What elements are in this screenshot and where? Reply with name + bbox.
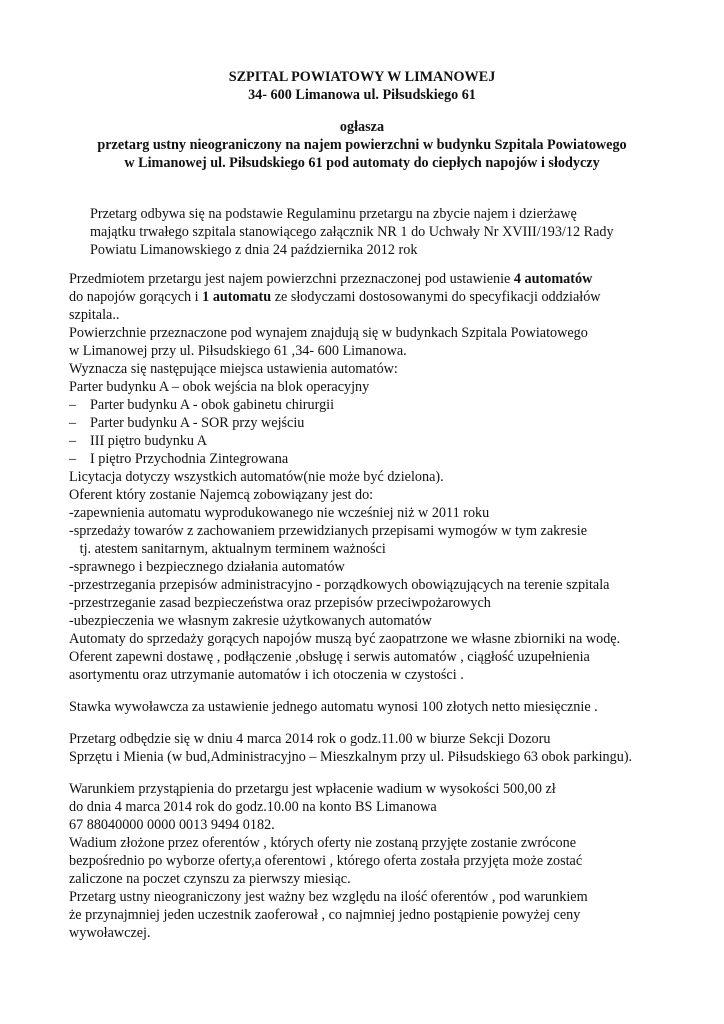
deposit-line: Przetarg ustny nieograniczony jest ważny bez względu na ilość oferentów , pod warunkiem <box>69 889 588 905</box>
list-item: Parter budynku A - SOR przy wejściu <box>90 415 305 431</box>
tender-subject-line-1: przetarg ustny nieograniczony na najem powierzchni w budynku Szpitala Powiatowego <box>97 137 627 153</box>
obligation-line: -przestrzeganie zasad bezpieczeństwa oraz przepisów przeciwpożarowych <box>69 595 491 611</box>
obligation-line: Oferent który zostanie Najemcą zobowiązany jest do: <box>69 487 374 503</box>
subject-line: Powierzchnie przeznaczone pod wynajem znajdują się w budynkach Szpitala Powiatowego <box>69 325 588 341</box>
subject-text: do napojów gorących i <box>69 289 203 305</box>
intro-line: Powiatu Limanowskiego z dnia 24 października 2012 rok <box>90 242 418 258</box>
obligation-line: -sprzedaży towarów z zachowaniem przewidzianych przepisami wymogów w tym zakresie <box>69 523 588 539</box>
bank-account-number: 67 88040000 0000 0013 9494 0182. <box>69 817 275 833</box>
list-bullet: – <box>69 397 77 413</box>
hospital-name: SZPITAL POWIATOWY W LIMANOWEJ <box>228 69 496 85</box>
list-item: III piętro budynku A <box>90 433 208 449</box>
deposit-line: że przynajmniej jeden uczestnik zaoferował , co najmniej jedno postąpienie powyżej ceny <box>69 907 581 923</box>
subject-bold-count: 4 automatów <box>513 271 593 287</box>
deposit-line: wywoławczej. <box>69 925 151 941</box>
list-item: I piętro Przychodnia Zintegrowana <box>90 451 289 467</box>
obligation-line: Oferent zapewni dostawę , podłączenie ,obsługę i serwis automatów , ciągłość uzupełnienia <box>69 649 590 665</box>
obligation-line: Licytacja dotyczy wszystkich automatów(nie może być dzielona). <box>69 469 444 485</box>
subject-line: w Limanowej przy ul. Piłsudskiego 61 ,34- 600 Limanowa. <box>69 343 407 359</box>
list-item: Parter budynku A - obok gabinetu chirurgii <box>90 397 335 413</box>
deposit-line: do dnia 4 marca 2014 rok do godz.10.00 na konto BS Limanowa <box>69 799 437 815</box>
deposit-line: Wadium złożone przez oferentów , których oferty nie zostaną przyjęte zostanie zwrócone <box>69 835 577 851</box>
obligation-line: -zapewnienia automatu wyprodukowanego nie wcześniej niż w 2011 roku <box>69 505 490 521</box>
list-bullet: – <box>69 415 77 431</box>
obligation-line: -ubezpieczenia we własnym zakresie użytkowanych automatów <box>69 613 432 629</box>
obligation-line: -przestrzegania przepisów administracyjno - porządkowych obowiązujących na terenie szpitala <box>69 577 610 593</box>
subject-text: ze słodyczami dostosowanymi do specyfikacji oddziałów <box>271 289 601 305</box>
deposit-line: zaliczone na poczet czynszu za pierwszy miesiąc. <box>69 871 351 887</box>
deposit-line: Warunkiem przystąpienia do przetargu jest wpłacenie wadium w wysokości 500,00 zł <box>69 781 556 797</box>
obligation-line: -sprawnego i bezpiecznego działania automatów <box>69 559 345 575</box>
obligation-line: asortymentu oraz utrzymanie automatów i ich otoczenia w czystości . <box>69 667 464 683</box>
obligation-line: tj. atestem sanitarnym, aktualnym terminem ważności <box>69 541 386 557</box>
subject-line: szpitala.. <box>69 307 120 323</box>
subject-line: Parter budynku A – obok wejścia na blok operacyjny <box>69 379 370 395</box>
announces-heading: ogłasza <box>339 119 385 135</box>
subject-line <box>69 288 601 306</box>
tender-subject-line-2: w Limanowej ul. Piłsudskiego 61 pod automaty do ciepłych napojów i słodyczy <box>124 155 600 171</box>
subject-line <box>69 270 592 288</box>
obligation-line: Automaty do sprzedaży gorących napojów muszą być zaopatrzone we własne zbiorniki na wodę. <box>69 631 621 647</box>
auction-time-line: Sprzętu i Mienia (w bud,Administracyjno – Mieszkalnym przy ul. Piłsudskiego 63 obok parkingu). <box>69 749 633 765</box>
list-bullet: – <box>69 433 77 449</box>
subject-text: Przedmiotem przetargu jest najem powierzchni przeznaczonej pod ustawienie <box>69 271 514 287</box>
starting-rate: Stawka wywoławcza za ustawienie jednego automatu wynosi 100 złotych netto miesięcznie . <box>69 699 598 715</box>
list-bullet: – <box>69 451 77 467</box>
auction-time-line: Przetarg odbędzie się w dniu 4 marca 2014 rok o godz.11.00 w biurze Sekcji Dozoru <box>69 731 551 747</box>
hospital-address: 34- 600 Limanowa ul. Piłsudskiego 61 <box>248 87 476 103</box>
subject-bold-count: 1 automatu <box>202 289 272 305</box>
intro-line: Przetarg odbywa się na podstawie Regulaminu przetargu na zbycie najem i dzierżawę <box>90 206 577 222</box>
deposit-line: bezpośrednio po wyborze oferty,a oferentowi , którego oferta została przyjęta może zostać <box>69 853 583 869</box>
intro-line: majątku trwałego szpitala stanowiącego załącznik NR 1 do Uchwały Nr XVIII/193/12 Rady <box>90 224 614 240</box>
subject-line: Wyznacza się następujące miejsca ustawienia automatów: <box>69 361 398 377</box>
